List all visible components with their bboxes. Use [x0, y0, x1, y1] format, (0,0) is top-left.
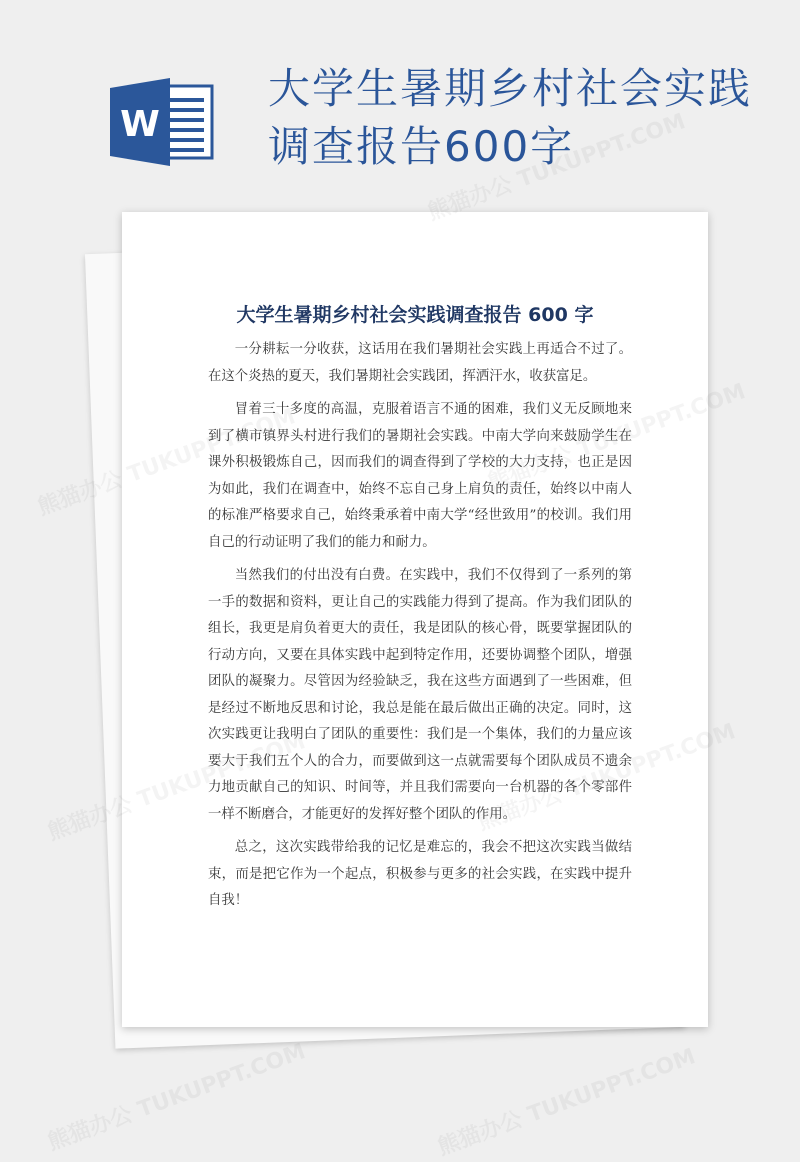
paragraph-3: 当然我们的付出没有白费。在实践中，我们不仅得到了一系列的第一手的数据和资料，更让自己的实践能力得到了提高。作为我们团队的组长，我更是肩负着更大的责任，我是团队的核心骨，既要掌握团队的行动方向，又要在具体实践中起到特定作用，还要协调整个团队，增强团队的凝聚力。尽管因为经验缺乏，我在这些方面遇到了一些困难，但是经过不断地反思和讨论，我总是能在最后做出正确的决定。同时，这次实践更让我明白了团队的重要性：我们是一个集体，我们的力量应该要大于我们五个人的合力，而要做到这一点就需要每个团队成员不遗余力地贡献自己的知识、时间等，并且我们需要向一台机器的各个零部件一样不断磨合，才能更好的发挥好整个团队的作用。	[208, 568, 632, 822]
document-heading: 大学生暑期乡村社会实践调查报告 600 字	[236, 304, 594, 326]
paragraph-1: 一分耕耘一分收获，这话用在我们暑期社会实践上再适合不过了。在这个炎热的夏天，我们暑期社会实践团，挥洒汗水，收获富足。	[208, 342, 632, 384]
paragraph-2: 冒着三十多度的高温，克服着语言不通的困难，我们义无反顾地来到了横市镇界头村进行我们的暑期社会实践。中南大学向来鼓励学生在课外积极锻炼自己，因而我们的调查得到了学校的大力支持，也正是因为如此，我们在调查中，始终不忘自己身上肩负的责任，始终以中南人的标准严格要求自己，始终秉承着中南大学“经世致用”的校训。我们用自己的行动证明了我们的能力和耐力。	[208, 402, 632, 550]
svg-text:W: W	[120, 104, 160, 145]
word-document-icon	[110, 78, 214, 166]
document-page	[122, 212, 708, 1027]
watermark	[43, 1034, 309, 1156]
page-title: 大学生暑期乡村社会实践调查报告600字	[268, 64, 753, 171]
watermark	[433, 1039, 699, 1161]
paragraph-4: 总之，这次实践带给我的记忆是难忘的，我会不把这次实践当做结束，而是把它作为一个起点，积极参与更多的社会实践，在实践中提升自我！	[208, 840, 632, 908]
document-body	[208, 337, 632, 922]
